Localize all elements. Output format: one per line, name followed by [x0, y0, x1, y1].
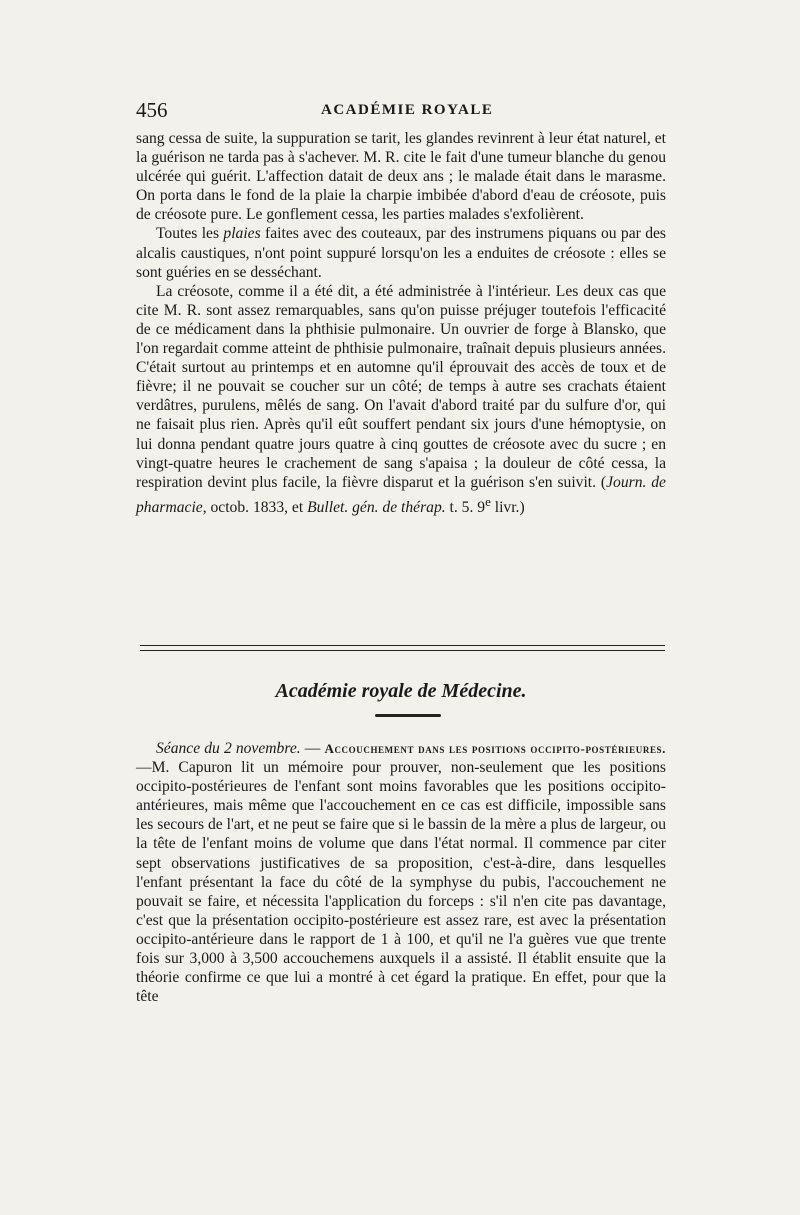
paragraph: sang cessa de suite, la suppuration se tarit, les glandes revinrent à leur état naturel, et la guérison ne tarda pas à s'achever. M. R. cite le fait d'une tumeur blanche du genou ulcérée qui guérit. L'affection datait de deux ans ; le malade était dans le marasme. On porta dans le fond de la plaie la charpie imbibée d'abord d'eau de créosote, puis de créosote pure. Le gonflement cessa, les parties malades s'exfolièrent.: [136, 130, 666, 224]
double-rule-divider: [140, 645, 665, 651]
citation-italic: Journ. de pharmacie: [136, 473, 666, 516]
text-run: —: [300, 740, 325, 757]
text-block-seance: [136, 739, 666, 1006]
running-head: ACADÉMIE ROYALE: [321, 102, 494, 118]
text-run: La créosote, comme il a été dit, a été administrée à l'intérieur. Les deux cas que cite M. R. sont assez remarquables, sans qu'on puisse préjuger toutefois l'efficacité de ce médicament dans la phthisie pulmonaire. Un ouvrier de forge à Blansko, que l'on regardait comme atteint de phthisie pulmonaire, traînait depuis plusieurs années. C'était surtout au printemps et en automne qu'il éprouvait des accès de toux et de fièvre; il ne pouvait se coucher sur un côté; de temps à autre ses crachats étaient verdâtres, purulens, mêlés de sang. On l'avait d'abord traité par du sulfure d'or, qui ne faisait plus rien. Après qu'il eût souffert pendant six jours d'une hémoptysie, on lui donna pendant quatre jours quatre à cinq gouttes de créosote avec du sucre ; en vingt-quatre heures le crachement de sang s'apaisa ; la douleur de côté cessa, la respiration devint plus facile, la fièvre disparut et la guérison s'en suivit. (: [136, 282, 666, 491]
text-run: livr.): [490, 498, 525, 516]
paragraph: [136, 224, 666, 281]
text-run: —M. Capuron lit un mémoire pour prouver, non-seulement que les positions occipito-postérieures de l'enfant sont moins favorables que les positions occipito-antérieures, mais même que l'accouchement en ce cas est difficile, impossible sans les secours de l'art, et ne peut se faire que si le bassin de la mère a plus de largeur, ou la tête de l'enfant moins de volume que dans l'état normal. Il commence par citer sept observations justificatives de sa proposition, c'est-à-dire, dans lesquelles l'enfant présentant la face du côté de la symphyse du pubis, l'accouchement ne pouvait se faire, et nécessita l'application du forceps : s'il n'en cite pas davantage, c'est que la présentation occipito-postérieure est assez rare, est avec la présentation occipito-antérieure dans le rapport de 1 à 100, et qu'il ne l'a guères vue que trente fois sur 3,000 à 3,500 accouchemens auxquels il a assisté. Il établit ensuite que la théorie confirme ce que lui a montré à cet égard la pratique. En effet, pour que la tête: [136, 759, 666, 1006]
page-number: 456: [136, 98, 168, 122]
text-run: t. 5. 9: [445, 498, 486, 516]
text-run: faites avec des couteaux, par des instrumens piquans ou par des alcalis caustiques, n'ont point suppuré lorsqu'on les a enduites de créosote : elles se sont guéries en se desséchant.: [136, 225, 666, 281]
paragraph: [136, 282, 666, 517]
text-run: , octob. 1833, et: [202, 498, 308, 516]
citation-italic: Bullet. gén. de thérap.: [307, 498, 446, 516]
short-ornament-rule: [375, 714, 441, 717]
text-block-continuation: [136, 129, 666, 517]
article-heading: Accouchement dans les positions occipito-postérieures.: [324, 741, 667, 756]
text-run: Toutes les: [156, 225, 224, 243]
paragraph: [136, 739, 666, 1006]
page-header: [136, 98, 666, 122]
superscript: e: [485, 493, 491, 509]
italic-text: plaies: [223, 225, 261, 243]
seance-date: Séance du 2 novembre.: [156, 740, 301, 757]
section-title: Académie royale de Médecine.: [275, 680, 527, 702]
